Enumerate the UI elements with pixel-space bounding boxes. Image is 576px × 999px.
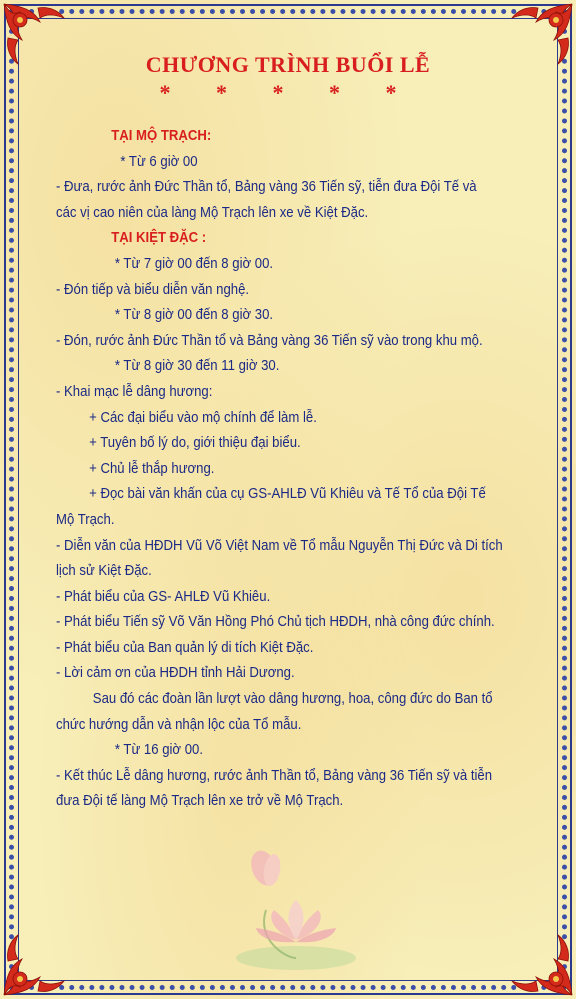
program-line: * Từ 6 giờ 00 — [120, 153, 198, 170]
lotus-flower-icon — [226, 840, 366, 980]
program-line: * Từ 7 giờ 00 đến 8 giờ 00. — [114, 255, 274, 272]
program-line: Mộ Trạch. — [56, 511, 115, 528]
program-line: - Lời cảm ơn của HĐDH tỉnh Hải Dương. — [56, 665, 295, 682]
program-line: + Các đại biểu vào mộ chính để làm lễ. — [89, 409, 317, 426]
program-line: - Đón tiếp và biểu diễn văn nghệ. — [56, 281, 250, 298]
corner-ornament-icon — [506, 929, 576, 999]
program-line: + Chủ lễ thắp hương. — [89, 460, 215, 477]
program-line: + Đọc bài văn khấn của cụ GS-AHLĐ Vũ Khiêu và Tế Tổ của Đội Tế — [89, 486, 486, 503]
program-line: các vị cao niên của làng Mộ Trạch lên xe về Kiệt Đặc. — [56, 204, 369, 221]
program-line: * Từ 8 giờ 00 đến 8 giờ 30. — [114, 307, 274, 324]
title-stars: * * * * * — [159, 80, 417, 105]
program-line: - Đón, rước ảnh Đức Thần tổ và Bảng vàng 36 Tiến sỹ vào trong khu mộ. — [56, 332, 483, 349]
program-line: - Khai mạc lễ dâng hương: — [56, 383, 213, 400]
page-title: CHƯƠNG TRÌNH BUỔI LỄ — [145, 52, 431, 77]
program-line: + Tuyên bố lý do, giới thiệu đại biểu. — [89, 435, 301, 452]
program-line: chức hướng dẫn và nhận lộc của Tổ mẫu. — [56, 716, 302, 733]
program-line: Sau đó các đoàn lần lượt vào dâng hương, hoa, công đức do Ban tổ — [92, 691, 493, 708]
program-line: - Phát biểu của GS- AHLĐ Vũ Khiêu. — [56, 588, 271, 605]
program-line: - Phát biểu của Ban quản lý di tích Kiệt Đặc. — [56, 639, 314, 656]
program-line: lịch sử Kiệt Đặc. — [56, 563, 152, 580]
corner-ornament-icon — [0, 929, 70, 999]
program-line: đưa Đội tế làng Mộ Trạch lên xe trở về Mộ Trạch. — [56, 793, 344, 810]
program-line: * Từ 8 giờ 30 đến 11 giờ 30. — [114, 358, 280, 375]
program-line: - Đưa, rước ảnh Đức Thần tổ, Bảng vàng 36 Tiến sỹ, tiễn đưa Đội Tế và — [56, 179, 477, 196]
program-line: - Diễn văn của HĐDH Vũ Võ Việt Nam về Tổ mẫu Nguyễn Thị Đức và Di tích — [56, 537, 503, 554]
program-content — [56, 124, 507, 815]
section-heading: TẠI KIỆT ĐẶC : — [111, 230, 207, 247]
program-line: - Phát biểu Tiến sỹ Võ Văn Hồng Phó Chủ tịch HĐDH, nhà công đức chính. — [56, 614, 495, 631]
program-line: - Kết thúc Lễ dâng hương, rước ảnh Thần tổ, Bảng vàng 36 Tiến sỹ và tiễn — [56, 767, 493, 784]
program-line: * Từ 16 giờ 00. — [114, 742, 203, 759]
section-heading: TẠI MỘ TRẠCH: — [111, 128, 212, 144]
